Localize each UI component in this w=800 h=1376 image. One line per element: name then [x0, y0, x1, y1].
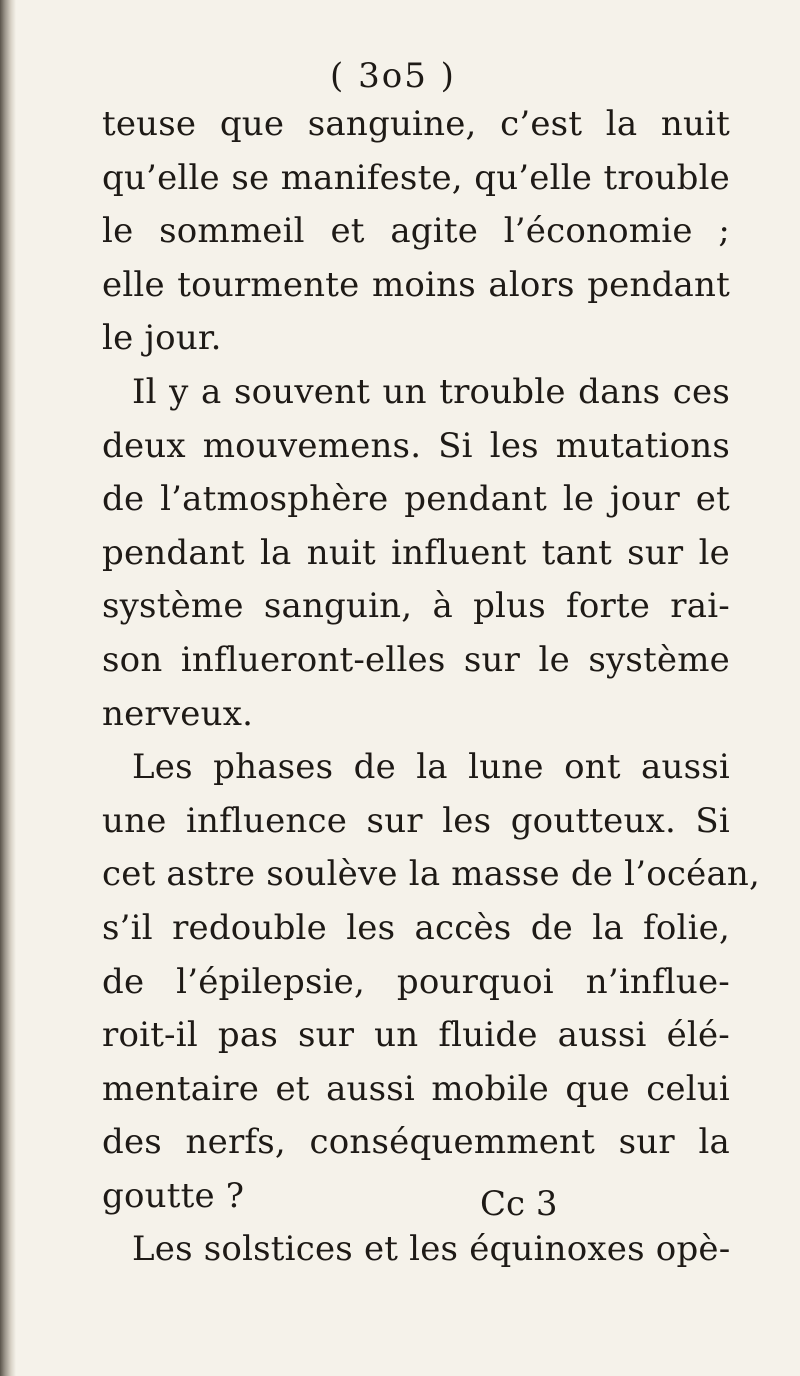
- text-line: système sanguin, à plus forte rai-: [102, 586, 730, 627]
- text-line: s’il redouble les accès de la folie,: [102, 907, 730, 948]
- text-line: deux mouvemens. Si les mutations: [102, 425, 730, 466]
- text-line: Il y a souvent un trouble dans ces: [132, 371, 730, 412]
- text-line: Les phases de la lune ont aussi: [132, 747, 730, 788]
- text-line: son influeront-elles sur le système: [102, 639, 730, 680]
- text-line: de l’épilepsie, pourquoi n’influe-: [102, 961, 730, 1002]
- page-gutter-shadow: [0, 0, 16, 1376]
- signature-mark: Cc 3: [480, 1184, 558, 1224]
- text-line: cet astre soulève la masse de l’océan,: [102, 854, 761, 895]
- text-line: elle tourmente moins alors pendant: [102, 264, 730, 305]
- text-line: de l’atmosphère pendant le jour et: [102, 479, 730, 520]
- page-number: ( 3o5 ): [330, 56, 456, 96]
- body-text: [102, 98, 761, 1277]
- text-line: le jour.: [102, 318, 222, 359]
- text-line: le sommeil et agite l’économie ;: [102, 211, 730, 252]
- text-line: des nerfs, conséquemment sur la: [102, 1122, 730, 1163]
- text-line: nerveux.: [102, 693, 254, 734]
- text-line: pendant la nuit influent tant sur le: [102, 532, 730, 573]
- text-line: qu’elle se manifeste, qu’elle trouble: [102, 157, 730, 198]
- text-line: roit-il pas sur un fluide aussi élé-: [102, 1015, 730, 1056]
- text-line: mentaire et aussi mobile que celui: [102, 1068, 730, 1109]
- text-line: teuse que sanguine, c’est la nuit: [102, 104, 730, 144]
- text-line: goutte ?: [102, 1175, 245, 1216]
- text-line: une influence sur les goutteux. Si: [102, 800, 730, 841]
- text-line: Les solstices et les équinoxes opè-: [132, 1229, 731, 1270]
